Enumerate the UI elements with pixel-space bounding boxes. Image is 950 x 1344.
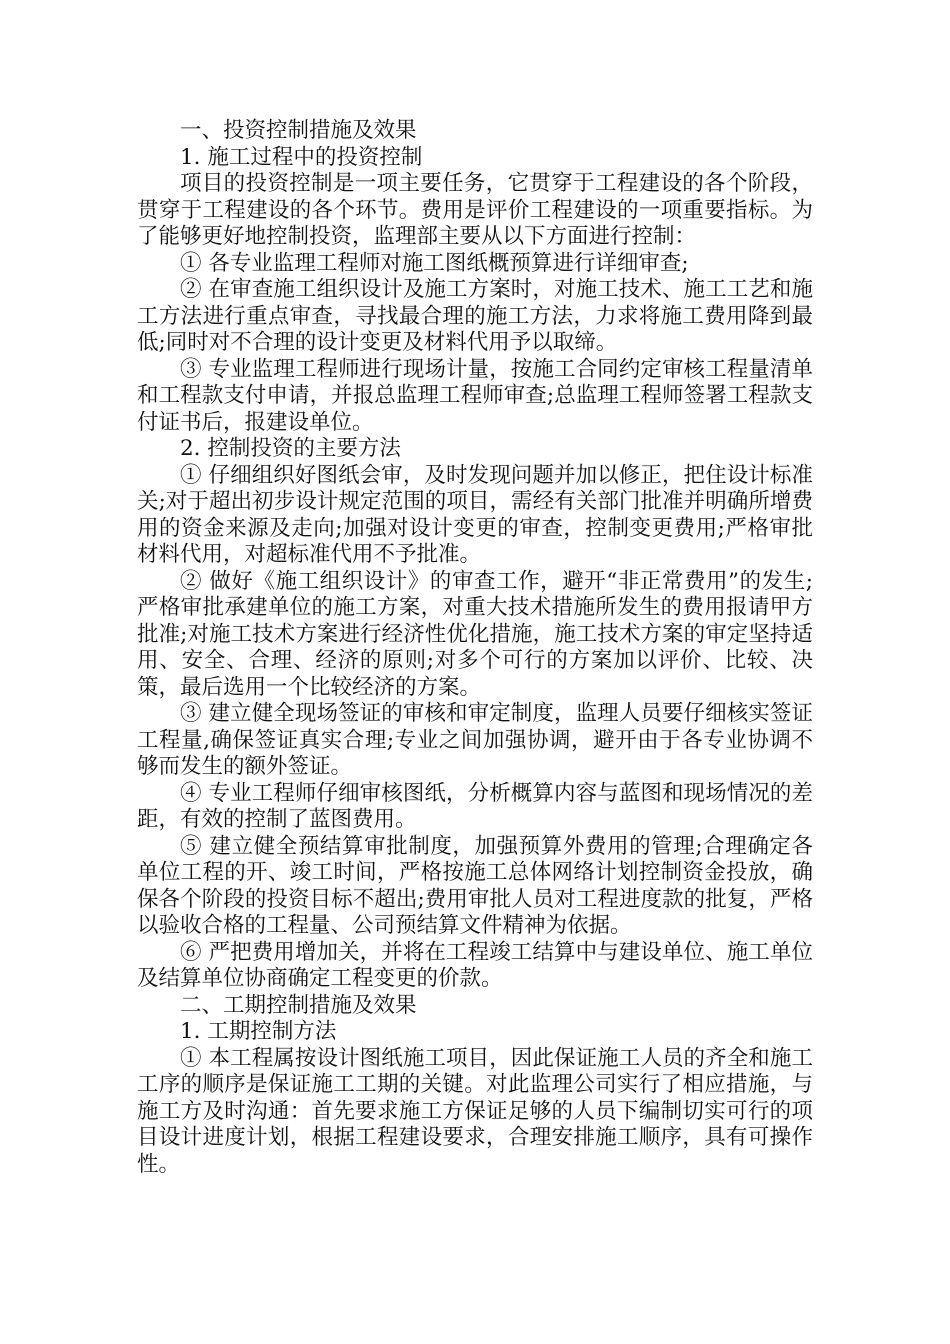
subsection-heading-schedule-methods: 1. 工期控制方法 xyxy=(180,1019,337,1044)
section-heading-investment-control: 一、投资控制措施及效果 xyxy=(180,118,417,143)
list-item: ② 做好《施工组织设计》的审查工作，避开“非正常费用”的发生;严格审批承建单位的施工方案，对重大技术措施所发生的费用报请甲方批准;对施工技术方案进行经济性优化措施，施工技术方案的审定坚持适用、安全、合理、经济的原则;对多个可行的方案加以评价、比较、决策，最后选用一个比较经济的方案。 xyxy=(137,568,813,700)
paragraph-investment-intro: 项目的投资控制是一项主要任务，它贯穿于工程建设的各个阶段，贯穿于工程建设的各个环节。费用是评价工程建设的一项重要指标。为了能够更好地控制投资，监理部主要从以下方面进行控制： xyxy=(137,171,813,249)
subsection-heading-construction-investment-control: 1. 施工过程中的投资控制 xyxy=(180,144,423,170)
list-item: ② 在审查施工组织设计及施工方案时，对施工技术、施工工艺和施工方法进行重点审查，寻找最合理的施工方法，力求将施工费用降到最低;同时对不合理的设计变更及材料代用予以取缔。 xyxy=(137,277,813,355)
list-item: ⑥ 严把费用增加关，并将在工程竣工结算中与建设单位、施工单位及结算单位协商确定工程变更的价款。 xyxy=(137,939,813,991)
list-item: ④ 专业工程师仔细审核图纸，分析概算内容与蓝图和现场情况的差距，有效的控制了蓝图费用。 xyxy=(137,780,813,832)
list-item: ⑤ 建立健全预结算审批制度，加强预算外费用的管理;合理确定各单位工程的开、竣工时间，严格按施工总体网络计划控制资金投放，确保各个阶段的投资目标不超出;费用审批人员对工程进度款的批复，严格以验收合格的工程量、公司预结算文件精神为依据。 xyxy=(137,833,813,938)
list-item: ① 仔细组织好图纸会审，及时发现问题并加以修正，把住设计标准关;对于超出初步设计规定范围的项目，需经有关部门批准并明确所增费用的资金来源及走向;加强对设计变更的审查，控制变更费用;严格审批材料代用，对超标准代用不予批准。 xyxy=(137,462,813,567)
document-body xyxy=(137,118,813,1178)
section-heading-schedule-control: 二、工期控制措施及效果 xyxy=(180,992,417,1018)
list-item: ③ 建立健全现场签证的审核和审定制度，监理人员要仔细核实签证工程量,确保签证真实合理;专业之间加强协调，避开由于各专业协调不够而发生的额外签证。 xyxy=(137,701,813,779)
list-item: ① 各专业监理工程师对施工图纸概预算进行详细审查; xyxy=(180,250,689,276)
subsection-heading-investment-methods: 2. 控制投资的主要方法 xyxy=(180,436,401,461)
list-item: ① 本工程属按设计图纸施工项目，因此保证施工人员的齐全和施工工序的顺序是保证施工工期的关键。对此监理公司实行了相应措施，与施工方及时沟通：首先要求施工方保证足够的人员下编制切实可行的项目设计进度计划，根据工程建设要求，合理安排施工顺序，具有可操作性。 xyxy=(137,1045,813,1177)
list-item: ③ 专业监理工程师进行现场计量，按施工合同约定审核工程量清单和工程款支付申请，并报总监理工程师审查;总监理工程师签署工程款支付证书后，报建设单位。 xyxy=(137,356,813,435)
